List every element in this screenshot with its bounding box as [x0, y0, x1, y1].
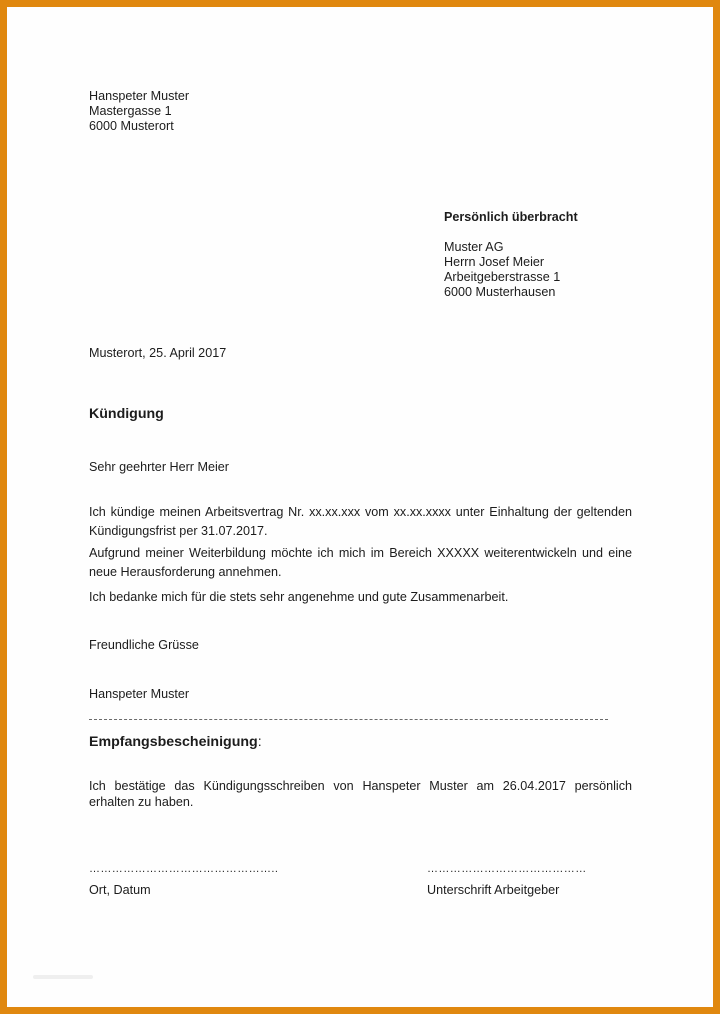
employer-signature-line: ……………………………………	[427, 863, 587, 875]
receipt-title-colon: :	[257, 734, 262, 750]
employer-signature-label: Unterschrift Arbeitgeber	[427, 883, 560, 897]
place-date-label: Ort, Datum	[89, 883, 151, 897]
letter-subject: Kündigung	[89, 406, 164, 422]
receipt-title-text: Empfangsbescheinigung	[89, 734, 258, 750]
sender-street: Mastergasse 1	[89, 104, 172, 118]
body-paragraph-2: Aufgrund meiner Weiterbildung möchte ich mich im Bereich XXXXX weiterentwickeln und eine neue Herausforderung annehmen.	[89, 546, 632, 579]
watermark-logo	[33, 972, 95, 982]
salutation: Sehr geehrter Herr Meier	[89, 460, 229, 474]
place-date-signature-line: …………………………………………..	[89, 863, 279, 875]
closing: Freundliche Grüsse	[89, 638, 199, 652]
recipient-company: Muster AG	[444, 240, 504, 254]
body-paragraph-1: Ich kündige meinen Arbeitsvertrag Nr. xx.xx.xxx vom xx.xx.xxxx unter Einhaltung der geltenden Kündigungsfrist per 31.07.2017.	[89, 505, 632, 538]
separator-line	[89, 719, 608, 720]
receipt-text: Ich bestätige das Kündigungsschreiben von Hanspeter Muster am 26.04.2017 persönlich erhalten zu haben.	[89, 779, 632, 809]
recipient-person: Herrn Josef Meier	[444, 255, 545, 269]
receipt-title	[89, 734, 262, 751]
sender-city: 6000 Musterort	[89, 119, 174, 133]
signature-name: Hanspeter Muster	[89, 687, 190, 701]
document-page	[7, 7, 713, 1007]
sender-name: Hanspeter Muster	[89, 89, 190, 103]
recipient-street: Arbeitgeberstrasse 1	[444, 270, 561, 284]
place-date: Musterort, 25. April 2017	[89, 346, 227, 360]
delivery-note: Persönlich überbracht	[444, 210, 578, 224]
recipient-city: 6000 Musterhausen	[444, 285, 556, 299]
body-paragraph-3: Ich bedanke mich für die stets sehr angenehme und gute Zusammenarbeit.	[89, 590, 509, 604]
